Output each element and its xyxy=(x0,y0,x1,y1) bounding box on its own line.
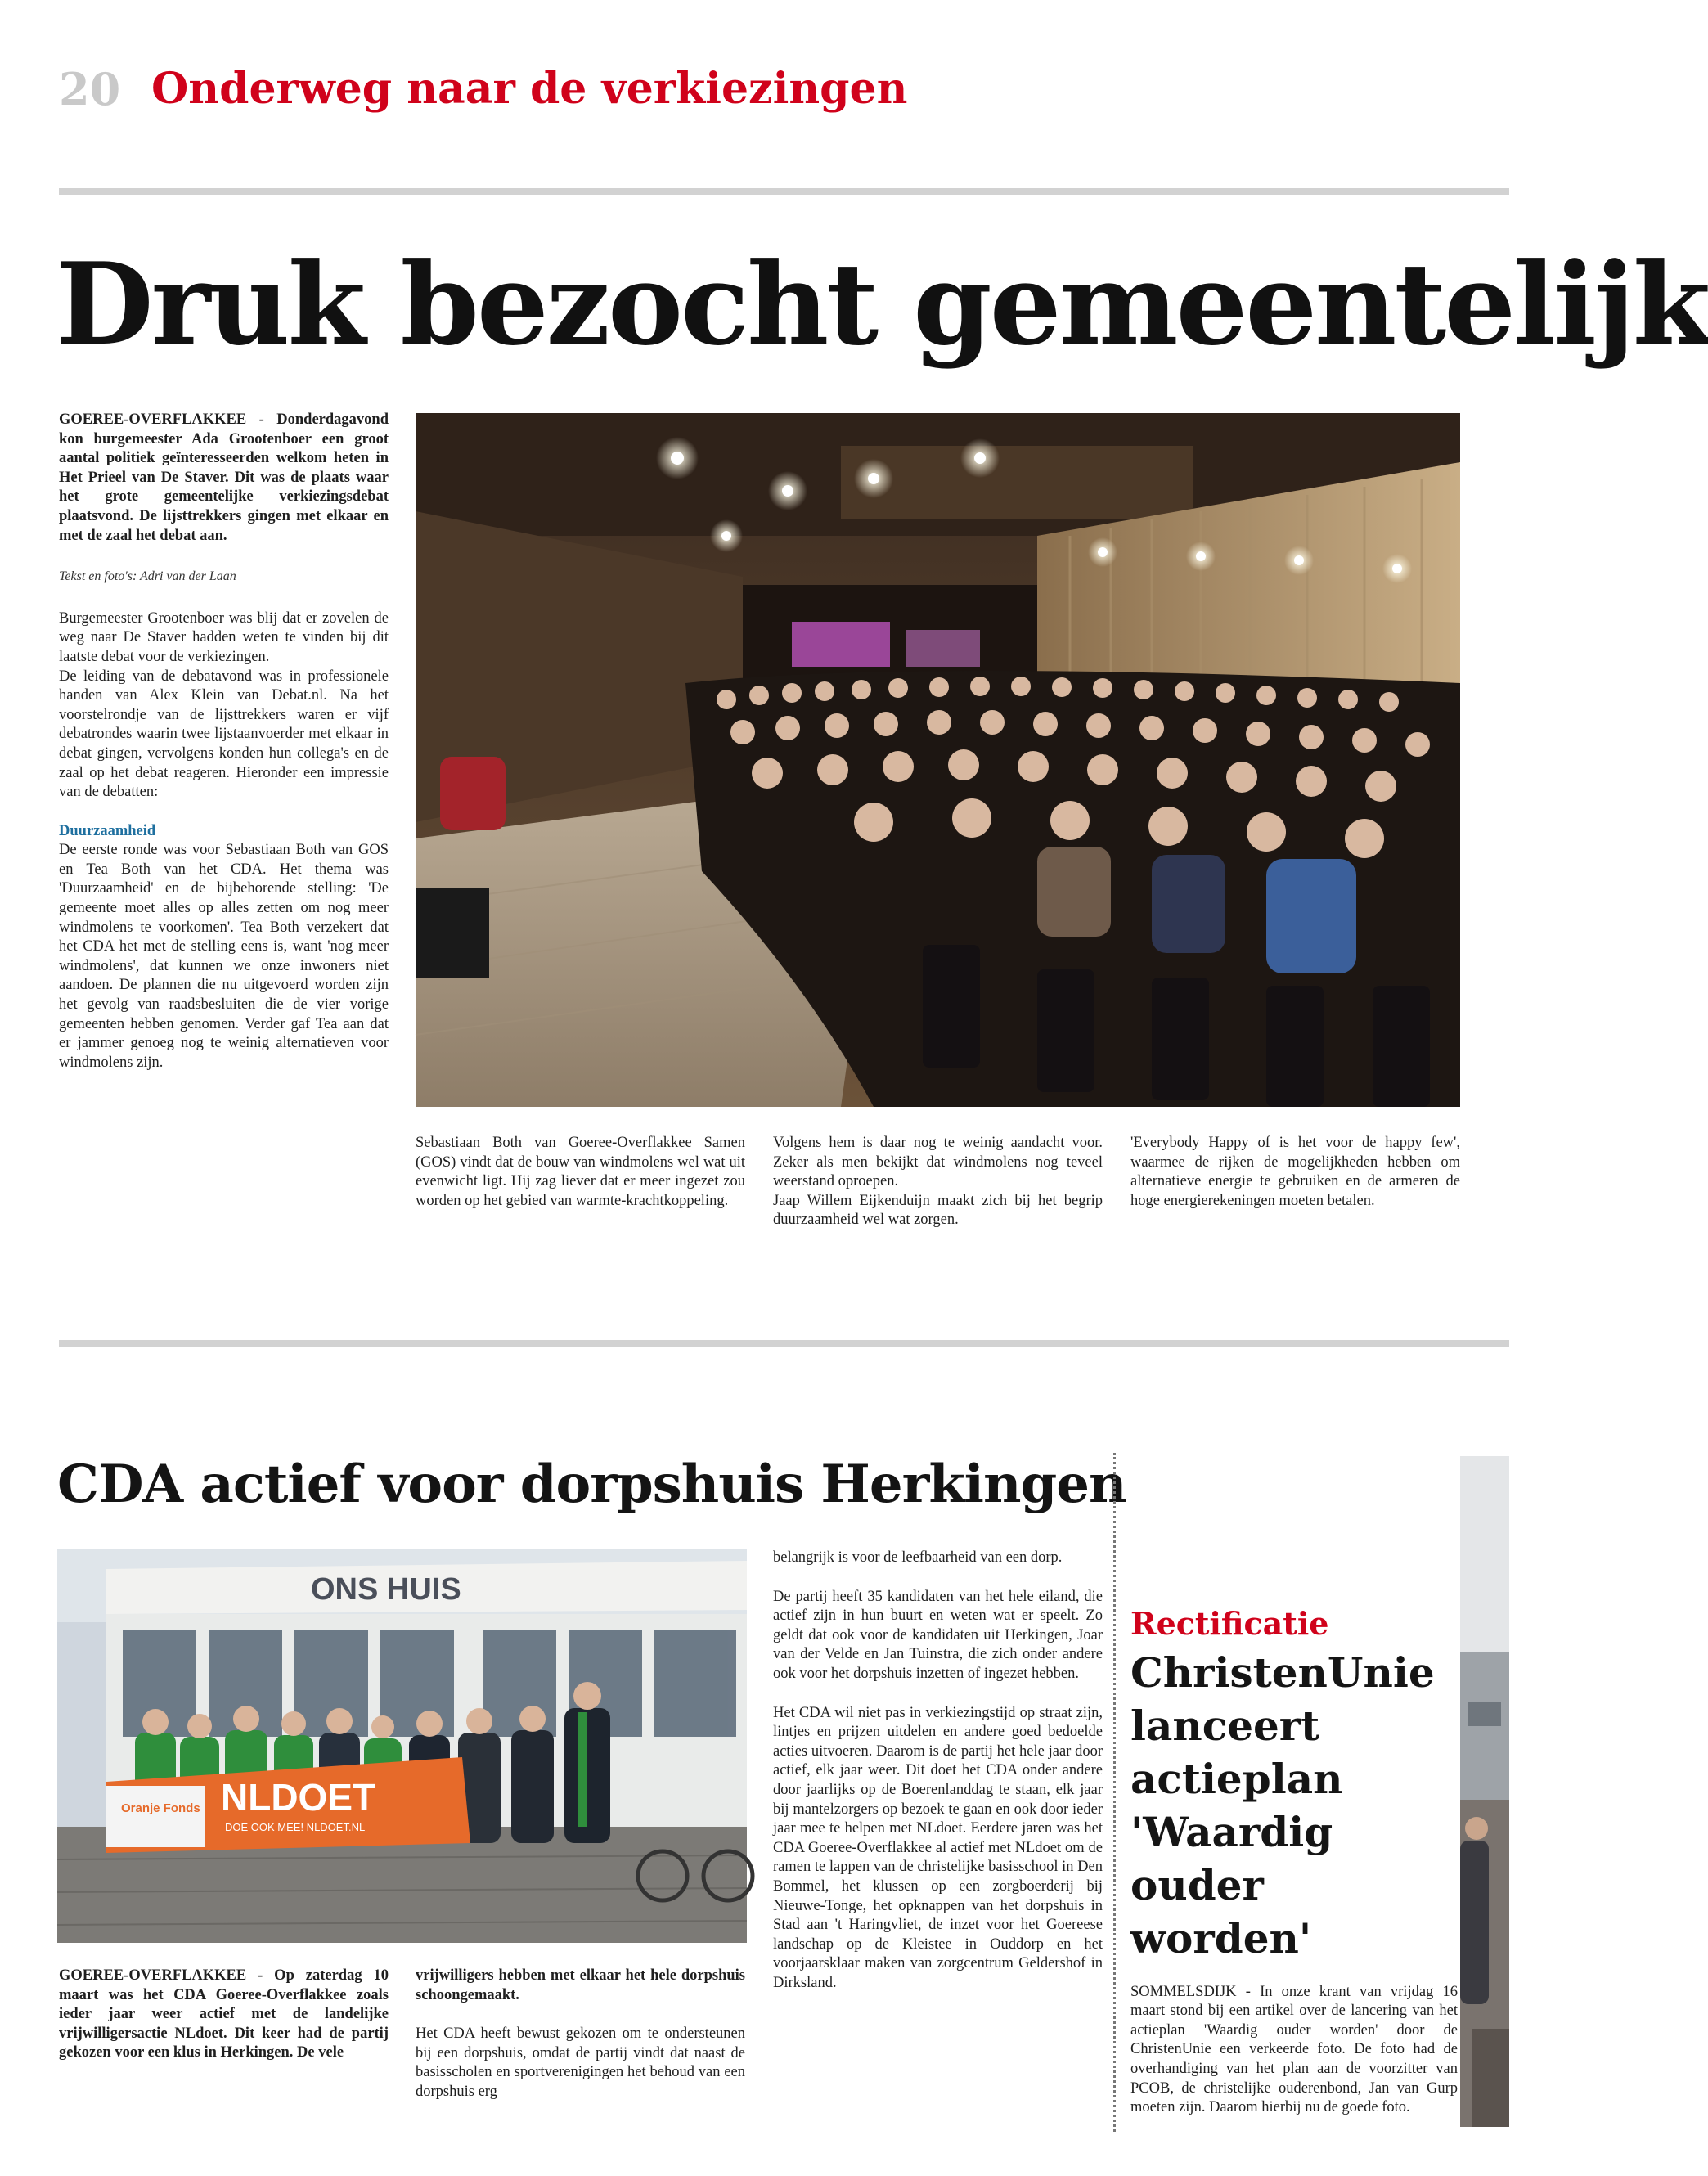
page-number: 20 xyxy=(59,63,121,115)
rectificatie-kicker: Rectificatie xyxy=(1130,1605,1329,1642)
banner-subtext: DOE OOK MEE! NLDOET.NL xyxy=(225,1821,366,1833)
fund-logo-text: Oranje Fonds xyxy=(121,1801,200,1815)
article2-lead: GOEREE-OVERFLAKKEE - Op zaterdag 10 maart was het CDA Goeree-Overflakkee zoals ieder jaar weer actief met de landelijke vrijwilligersactie NLdoet. Dit keer had de partij gekozen voor een klus in Herkingen. De vele xyxy=(59,1967,389,2061)
article1-column-3 xyxy=(773,1134,1103,1230)
article2-column-3 xyxy=(773,1549,1103,1993)
article1-paragraph: Jaap Willem Eijkenduijn maakt zich bij het begrip duurzaamheid wel wat zorgen. xyxy=(773,1192,1103,1229)
article2-paragraph: Het CDA wil niet pas in verkiezingstijd op straat zijn, lintjes en prijzen uitdelen en andere goed bedoelde acties uitvoeren. Daarom is de partij het hele jaar door actief, elk jaar weer. Dit doet het CDA onder andere door jaarlijks op de Boerenlanddag te staan, elk jaar bij mantelzorgers op bezoek te gaan en ook door ieder jaar mee te helpen met NLdoet. Eerdere jaren was het CDA Goeree-Overflakkee al actief met NLdoet om de ramen te lappen van de christelijke basisschool in Den Bommel, het klussen op een zorgboerderij bij Nieuwe-Tonge, het opknappen van het dorpshuis in Stad aan 't Haringvliet, de inzet voor het Goereese landschap op de Kleistee in Ouddorp en het voorjaarsklaar maken van zorgcentrum Geldershof in Dirksland. xyxy=(773,1704,1103,1991)
article1-credit: Tekst en foto's: Adri van der Laan xyxy=(59,569,236,584)
rectificatie-box xyxy=(1130,1605,1458,2118)
column-divider xyxy=(1113,1453,1116,2132)
middle-divider xyxy=(59,1340,1509,1347)
article1-headline: Druk bezocht gemeentelijk xyxy=(56,237,1708,371)
rectificatie-title: ChristenUnie lanceert actieplan 'Waardig ouder worden' xyxy=(1130,1648,1435,1962)
section-title: Onderweg naar de verkiezingen xyxy=(151,64,908,114)
dorpshuis-photo xyxy=(57,1549,747,1943)
banner-brand: NLDOET xyxy=(221,1776,376,1819)
article1-paragraph: De leiding van de debatavond was in professionele handen van Alex Klein van Debat.nl. Na het voorstelrondje van de lijsttrekkers waren er vijf debatrondes waarin twee lijstaanvoerder met elkaar in debat gingen, vervolgens konden hun collega's en de zaal op het debat reageren. Hieronder een impressie van de debatten: xyxy=(59,668,389,801)
article1-paragraph: Sebastiaan Both van Goeree-Overflakkee Samen (GOS) vindt dat de bouw van windmolens wel wat uit evenwicht ligt. Hij zag liever dat er meer ingezet zou worden op het gebied van warmte-krachtkoppeling. xyxy=(416,1135,745,1209)
article1-paragraph: De eerste ronde was voor Sebastiaan Both van GOS en Tea Both van het CDA. Het thema was 'Duurzaamheid' en de bijbehorende stelling: 'De gemeente moet alles op alles zetten om nog meer windmolens te voorkomen'. Tea Both verzekert dat het CDA het met de stelling eens is, want 'nog meer windmolens', dat kunnen we onze inwoners niet aandoen. De plannen die nu uitgevoerd worden zijn het gevolg van raadsbesluiten die de vier vorige gemeenten hebben genomen. Verder gaf Tea aan dat er jammer genoeg nog te weinig alternatieven voor windmolens zijn. xyxy=(59,842,389,1071)
article2-lead-continued: vrijwilligers hebben met elkaar het hele dorpshuis schoongemaakt. xyxy=(416,1967,745,2003)
article2-column-1 xyxy=(59,1967,389,2063)
cropped-photo-edge xyxy=(1460,1456,1509,2127)
article1-paragraph: Burgemeester Grootenboer was blij dat er zovelen de weg naar De Staver hadden weten te vinden bij dit laatste debat voor de verkiezingen. xyxy=(59,609,389,665)
article1-subhead: Duurzaamheid xyxy=(59,822,156,839)
article1-paragraph: Volgens hem is daar nog te weinig aandacht voor. Zeker als men bekijkt dat windmolens nog teveel weerstand oproepen. xyxy=(773,1135,1103,1190)
article1-lead: GOEREE-OVERFLAKKEE - Donderdagavond kon burgemeester Ada Grootenboer een groot aantal politiek geïnteresseerden welkom heten in Het Prieel van De Staver. Dit was de plaats waar het grote gemeentelijke verkiezingsdebat plaatsvond. De lijsttrekkers gingen met elkaar en met de zaal het debat aan. xyxy=(59,411,389,544)
article2-column-2 xyxy=(416,1967,745,2102)
article1-column-2 xyxy=(416,1134,745,1211)
article1-column-4 xyxy=(1130,1134,1460,1211)
article2-paragraph: De partij heeft 35 kandidaten van het hele eiland, die actief zijn in hun buurt en weten wat er speelt. Zo geldt dat ook voor de kandidaten uit Herkingen, Joar van der Velde en Jan Tuinstra, die zich onder andere ook voor het dorpshuis inzetten of ingezet hebben. xyxy=(773,1588,1103,1682)
article2-paragraph: Het CDA heeft bewust gekozen om te ondersteunen bij een dorpshuis, omdat de partij vindt dat naast de basisscholen en sportverenigingen het behoud van een dorpshuis erg xyxy=(416,2025,745,2100)
top-divider xyxy=(59,188,1509,195)
building-sign: ONS HUIS xyxy=(311,1572,461,1607)
article1-paragraph: 'Everybody Happy of is het voor de happy few', waarmee de rijken de mogelijkheden hebben om alternatieve energie te gebruiken en de armeren de hoge energierekeningen moeten betalen. xyxy=(1130,1135,1460,1209)
article2-paragraph: belangrijk is voor de leefbaarheid van een dorp. xyxy=(773,1549,1063,1566)
rectificatie-body: SOMMELSDIJK - In onze krant van vrijdag 16 maart stond bij een artikel over de lancering van het actieplan 'Waardig ouder worden' door de ChristenUnie een verkeerde foto. De foto had de overhandiging van het plan aan de voorzitter van PCOB, de christelijke ouderenbond, Jan van Gurp moeten zijn. Daarom hierbij nu de goede foto. xyxy=(1130,1983,1458,2116)
article2-headline: CDA actief voor dorpshuis Herkingen xyxy=(57,1454,1126,1515)
article1-column-1 xyxy=(59,411,389,1072)
debate-hall-photo xyxy=(416,413,1460,1107)
